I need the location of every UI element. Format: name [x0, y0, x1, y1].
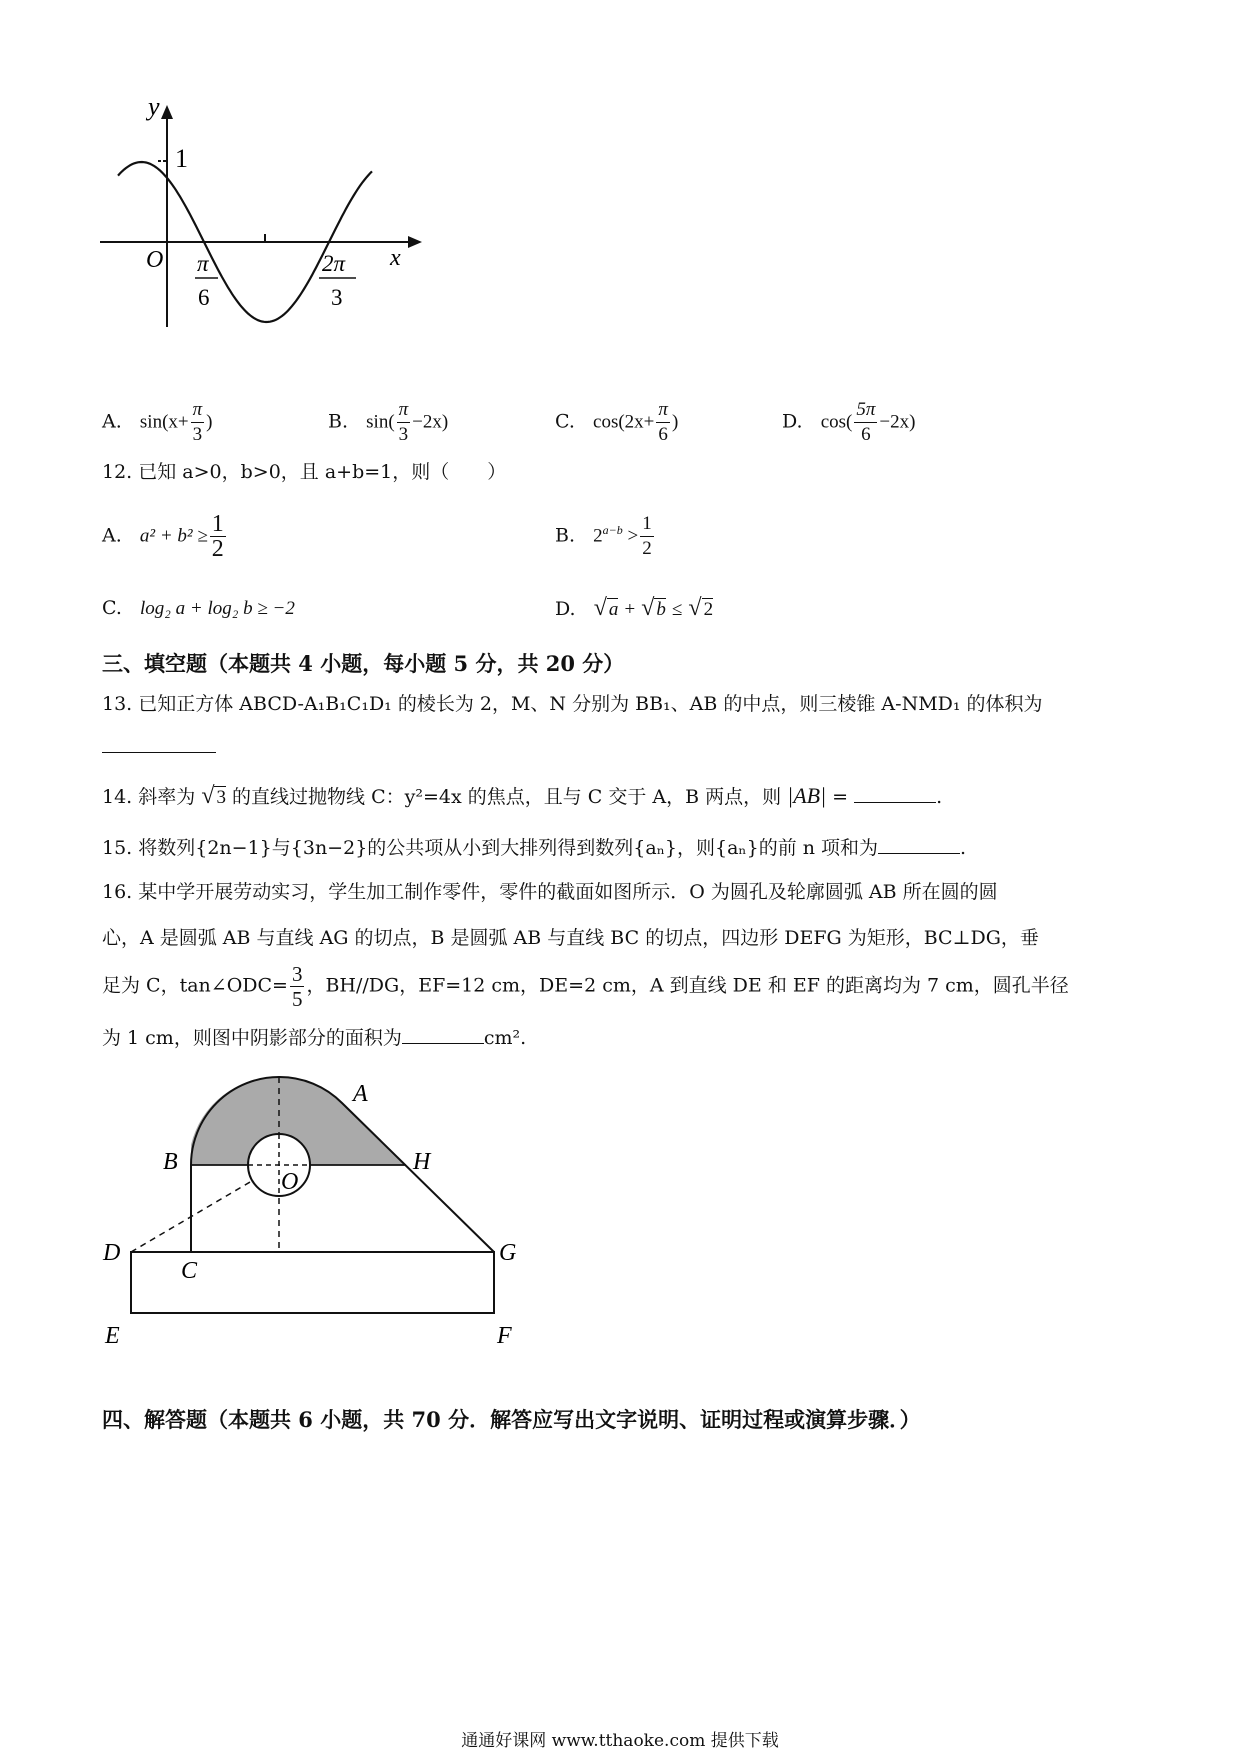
q16-blank[interactable]: [402, 1027, 484, 1044]
q16-line3-post: ，BH//DG，EF=12 cm，DE=2 cm，A 到直线 DE 和 EF 的距离均为 7 cm，圆孔半径: [306, 974, 1069, 997]
q15-end: .: [960, 837, 967, 859]
label-e: E: [105, 1323, 120, 1349]
option-fn: sin(: [366, 411, 395, 433]
option-letter: C.: [102, 597, 122, 619]
tick2-den: 3: [331, 285, 343, 310]
option-expr: a² + b² ≥: [139, 525, 208, 547]
label-f: F: [497, 1323, 512, 1349]
q13-text: 13. 已知正方体 ABCD-A₁B₁C₁D₁ 的棱长为 2，M、N 分别为 BB₁、AB 的中点，则三棱锥 A-NMD₁ 的体积为: [102, 693, 1043, 715]
q14-mid: 的直线过抛物线 C：y²=4x 的焦点，且与 C 交于 A，B 两点，则: [232, 786, 782, 808]
option-num: 1: [211, 511, 224, 537]
sqrt-b: b: [656, 599, 666, 620]
label-a: A: [353, 1081, 368, 1107]
option-tail: −2x): [412, 411, 449, 433]
q15: [102, 836, 966, 860]
q16-den: 5: [291, 987, 303, 1011]
q16-line3-pre: 足为 C，tan∠ODC=: [102, 974, 288, 997]
tick1-num: π: [197, 251, 209, 276]
option-letter: D.: [782, 410, 803, 433]
q12-stem: 12. 已知 a>0，b>0，且 a+b=1，则（ ）: [102, 461, 507, 483]
section3-heading: 三、填空题（本题共 4 小题，每小题 5 分，共 20 分）: [102, 651, 625, 676]
q14-end: .: [936, 786, 943, 808]
q14-eq: =: [826, 786, 849, 808]
q14-abs: |AB|: [787, 783, 827, 808]
part-figure: [95, 1065, 545, 1355]
option-letter: A.: [102, 410, 122, 433]
option-fn: cos(2x+: [593, 411, 655, 433]
q14: 14. 斜率为 √ 3 的直线过抛物线 C：y²=4x 的焦点，且与 C 交于 A，B 两点，则 |AB| = .: [102, 783, 943, 809]
option-rel: >: [622, 525, 639, 547]
q14-pre: 14. 斜率为: [102, 786, 196, 808]
option-den: 2: [211, 536, 224, 562]
option-num: 5π: [854, 398, 877, 423]
label-o: O: [281, 1169, 299, 1195]
option-tail: ): [671, 411, 679, 433]
option-expr: log₂ a + log₂ b ≥ −2: [140, 598, 295, 619]
x-label: x: [390, 245, 401, 271]
option-letter: B.: [328, 410, 349, 433]
q11-option-c[interactable]: [555, 398, 678, 447]
label-b: B: [163, 1149, 178, 1175]
option-letter: C.: [555, 410, 575, 433]
label-g: G: [499, 1240, 517, 1266]
option-den: 3: [192, 424, 203, 445]
option-fn: cos(: [820, 411, 853, 433]
y-axis-arrow: [161, 105, 173, 119]
q15-blank[interactable]: [878, 837, 960, 854]
q12-option-b[interactable]: [555, 512, 656, 561]
origin-label: O: [146, 247, 164, 273]
option-sup: a−b: [602, 523, 623, 538]
q16-line4-post: cm².: [483, 1027, 527, 1049]
q16-line1: 16. 某中学开展劳动实习，学生加工制作零件，零件的截面如图所示．O 为圆孔及轮廓圆弧 AB 所在圆的圆: [102, 881, 998, 903]
option-letter: D.: [555, 598, 576, 620]
q11-option-a[interactable]: [102, 398, 212, 447]
sqrt-two: 2: [703, 599, 714, 620]
tick2-num: 2π: [322, 251, 346, 276]
q13-blank[interactable]: [102, 752, 216, 753]
option-den: 3: [398, 424, 409, 445]
option-den: 6: [861, 424, 871, 445]
x-axis-arrow: [408, 236, 422, 248]
option-fn: sin(x+: [139, 411, 189, 433]
q14-sqrt: 3: [216, 787, 226, 808]
option-den: 2: [642, 538, 652, 559]
section4-heading: 四、解答题（本题共 6 小题，共 70 分．解答应写出文字说明、证明过程或演算步骤．）: [102, 1407, 921, 1432]
q16-line3: [102, 962, 1069, 1011]
q12-option-a[interactable]: [102, 512, 228, 561]
option-num: π: [656, 398, 670, 423]
q16-num: 3: [291, 962, 303, 986]
q12-option-c[interactable]: [102, 596, 295, 621]
option-tail: ): [206, 411, 213, 433]
option-le: ≤: [671, 599, 683, 620]
option-num: π: [397, 398, 411, 423]
q16-line4: [102, 1026, 526, 1050]
option-letter: A.: [102, 524, 122, 547]
sine-graph: [100, 95, 440, 335]
option-num: 1: [640, 512, 654, 537]
tick1-den: 6: [198, 285, 210, 310]
footer-credit: 通通好课网 www.tthaoke.com 提供下载: [461, 1731, 779, 1751]
option-tail: −2x): [879, 411, 916, 433]
option-den: 6: [658, 424, 668, 445]
sqrt-a: a: [608, 599, 619, 620]
option-expr: 2: [593, 525, 603, 547]
option-plus: +: [624, 599, 636, 620]
label-h: H: [413, 1149, 431, 1175]
q14-blank[interactable]: [854, 786, 936, 803]
label-d: D: [103, 1240, 121, 1266]
q12-option-d[interactable]: D. √ a + √ b ≤ √ 2: [555, 595, 714, 621]
q16-line2: 心，A 是圆弧 AB 与直线 AG 的切点，B 是圆弧 AB 与直线 BC 的切点，四边形 DEFG 为矩形，BC⊥DG，垂: [102, 927, 1039, 949]
option-num: π: [191, 398, 205, 423]
label-c: C: [181, 1258, 198, 1284]
q15-text: 15. 将数列{2n−1}与{3n−2}的公共项从小到大排列得到数列{aₙ}，则{aₙ}的前 n 项和为: [102, 837, 879, 859]
q11-option-d[interactable]: [782, 398, 915, 447]
option-letter: B.: [555, 524, 576, 547]
y-label: y: [148, 95, 160, 121]
q11-option-b[interactable]: [328, 398, 448, 447]
one-label: 1: [175, 144, 188, 173]
q16-line4-pre: 为 1 cm，则图中阴影部分的面积为: [102, 1027, 402, 1049]
